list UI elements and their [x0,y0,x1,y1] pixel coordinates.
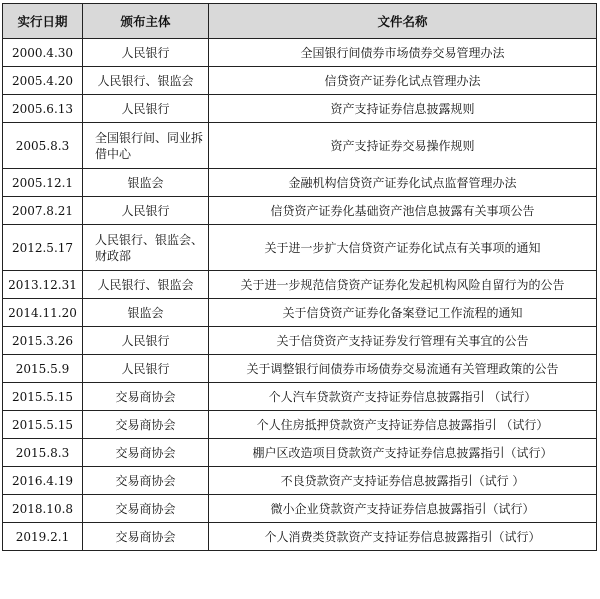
table-row [3,467,597,495]
cell-title: 关于进一步扩大信贷资产证券化试点有关事项的通知 [209,225,597,271]
header-issuer: 颁布主体 [83,4,209,39]
cell-issuer: 人民银行 [83,197,209,225]
cell-title: 微小企业贷款资产支持证券信息披露指引（试行） [209,495,597,523]
cell-title: 资产支持证券信息披露规则 [209,95,597,123]
cell-date: 2016.4.19 [3,467,83,495]
cell-issuer: 银监会 [83,299,209,327]
cell-issuer: 人民银行 [83,39,209,67]
cell-issuer: 交易商协会 [83,411,209,439]
cell-date: 2015.5.15 [3,383,83,411]
cell-date: 2015.8.3 [3,439,83,467]
cell-issuer: 交易商协会 [83,523,209,551]
cell-issuer: 人民银行、银监会 [83,67,209,95]
cell-title: 关于信贷资产支持证券发行管理有关事宜的公告 [209,327,597,355]
cell-date: 2005.8.3 [3,123,83,169]
cell-issuer: 人民银行 [83,95,209,123]
cell-date: 2015.5.15 [3,411,83,439]
cell-date: 2007.8.21 [3,197,83,225]
cell-issuer: 交易商协会 [83,495,209,523]
table-row [3,39,597,67]
cell-issuer: 银监会 [83,169,209,197]
table-row [3,523,597,551]
table-row [3,495,597,523]
cell-issuer: 人民银行、银监会、财政部 [83,225,209,271]
cell-title: 个人住房抵押贷款资产支持证券信息披露指引 （试行） [209,411,597,439]
table-row [3,225,597,271]
header-row [3,4,597,39]
cell-title: 关于进一步规范信贷资产证券化发起机构风险自留行为的公告 [209,271,597,299]
cell-date: 2015.3.26 [3,327,83,355]
table-row [3,123,597,169]
cell-issuer: 人民银行 [83,355,209,383]
cell-title: 金融机构信贷资产证券化试点监督管理办法 [209,169,597,197]
cell-title: 不良贷款资产支持证券信息披露指引（试行 ） [209,467,597,495]
cell-date: 2019.2.1 [3,523,83,551]
table-row [3,327,597,355]
cell-title: 关于调整银行间债券市场债券交易流通有关管理政策的公告 [209,355,597,383]
cell-title: 棚户区改造项目贷款资产支持证券信息披露指引（试行） [209,439,597,467]
cell-date: 2005.12.1 [3,169,83,197]
cell-date: 2018.10.8 [3,495,83,523]
cell-title: 关于信贷资产证券化备案登记工作流程的通知 [209,299,597,327]
cell-date: 2012.5.17 [3,225,83,271]
cell-issuer: 交易商协会 [83,383,209,411]
table-row [3,169,597,197]
cell-date: 2015.5.9 [3,355,83,383]
table-row [3,439,597,467]
cell-title: 个人消费类贷款资产支持证券信息披露指引（试行） [209,523,597,551]
table-row [3,271,597,299]
cell-date: 2005.4.20 [3,67,83,95]
table-row [3,197,597,225]
cell-issuer: 交易商协会 [83,439,209,467]
table-row [3,411,597,439]
cell-title: 全国银行间债券市场债券交易管理办法 [209,39,597,67]
cell-date: 2014.11.20 [3,299,83,327]
header-title: 文件名称 [209,4,597,39]
table-row [3,299,597,327]
cell-title: 个人汽车贷款资产支持证券信息披露指引 （试行） [209,383,597,411]
header-date: 实行日期 [3,4,83,39]
table-row [3,67,597,95]
table-row [3,355,597,383]
cell-issuer: 全国银行间、同业拆借中心 [83,123,209,169]
regulation-table [2,3,597,551]
cell-issuer: 人民银行、银监会 [83,271,209,299]
cell-title: 信贷资产证券化基础资产池信息披露有关事项公告 [209,197,597,225]
cell-issuer: 人民银行 [83,327,209,355]
cell-title: 信贷资产证券化试点管理办法 [209,67,597,95]
table-row [3,95,597,123]
cell-date: 2005.6.13 [3,95,83,123]
cell-title: 资产支持证券交易操作规则 [209,123,597,169]
cell-date: 2013.12.31 [3,271,83,299]
cell-date: 2000.4.30 [3,39,83,67]
cell-issuer: 交易商协会 [83,467,209,495]
table-row [3,383,597,411]
